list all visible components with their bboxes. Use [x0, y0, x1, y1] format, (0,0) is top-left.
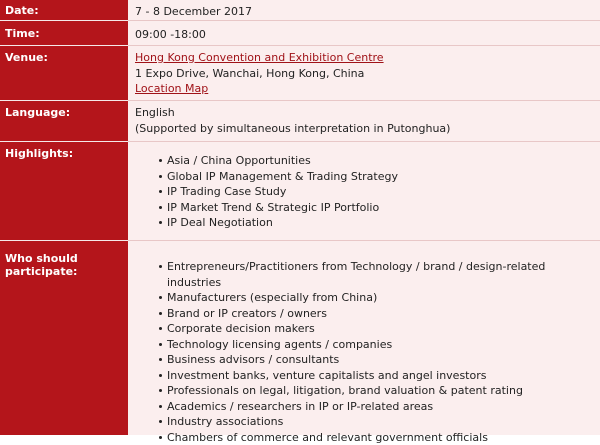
list-item: Global IP Management & Trading Strategy — [159, 169, 600, 185]
list-item: Corporate decision makers — [159, 321, 600, 337]
highlights-value — [128, 142, 600, 240]
date-row — [0, 0, 600, 20]
date-value: 7 - 8 December 2017 — [128, 0, 600, 20]
participants-row — [0, 241, 600, 435]
list-item: Asia / China Opportunities — [159, 153, 600, 169]
time-row — [0, 21, 600, 45]
list-item: Business advisors / consultants — [159, 352, 600, 368]
list-item: Entrepreneurs/Practitioners from Technology / brand / design-related industries — [159, 259, 600, 290]
venue-label: Venue: — [0, 46, 128, 100]
time-label: Time: — [0, 21, 128, 45]
highlights-list — [135, 153, 600, 231]
list-item: Academics / researchers in IP or IP-related areas — [159, 399, 600, 415]
participants-label: Who should participate: — [0, 241, 128, 435]
list-item: Manufacturers (especially from China) — [159, 290, 600, 306]
list-item: IP Trading Case Study — [159, 184, 600, 200]
language-value — [128, 101, 600, 141]
list-item: Chambers of commerce and relevant government officials — [159, 430, 600, 445]
list-item: Brand or IP creators / owners — [159, 306, 600, 322]
list-item: Industry associations — [159, 414, 600, 430]
list-item: IP Deal Negotiation — [159, 215, 600, 231]
list-item: Professionals on legal, litigation, brand valuation & patent rating — [159, 383, 600, 399]
language-label: Language: — [0, 101, 128, 141]
language-note: (Supported by simultaneous interpretation in Putonghua) — [135, 121, 600, 137]
language-row — [0, 101, 600, 141]
date-label: Date: — [0, 0, 128, 20]
highlights-label: Highlights: — [0, 142, 128, 240]
time-value: 09:00 -18:00 — [128, 21, 600, 45]
list-item: Investment banks, venture capitalists and angel investors — [159, 368, 600, 384]
list-item: IP Market Trend & Strategic IP Portfolio — [159, 200, 600, 216]
highlights-row — [0, 142, 600, 240]
language-primary: English — [135, 105, 600, 121]
venue-value — [128, 46, 600, 100]
participants-list — [135, 259, 600, 445]
location-map-link[interactable]: Location Map — [135, 82, 208, 95]
venue-row — [0, 46, 600, 100]
venue-address: 1 Expo Drive, Wanchai, Hong Kong, China — [135, 66, 600, 82]
list-item: Technology licensing agents / companies — [159, 337, 600, 353]
venue-link[interactable]: Hong Kong Convention and Exhibition Centre — [135, 51, 384, 64]
participants-value — [128, 241, 600, 435]
